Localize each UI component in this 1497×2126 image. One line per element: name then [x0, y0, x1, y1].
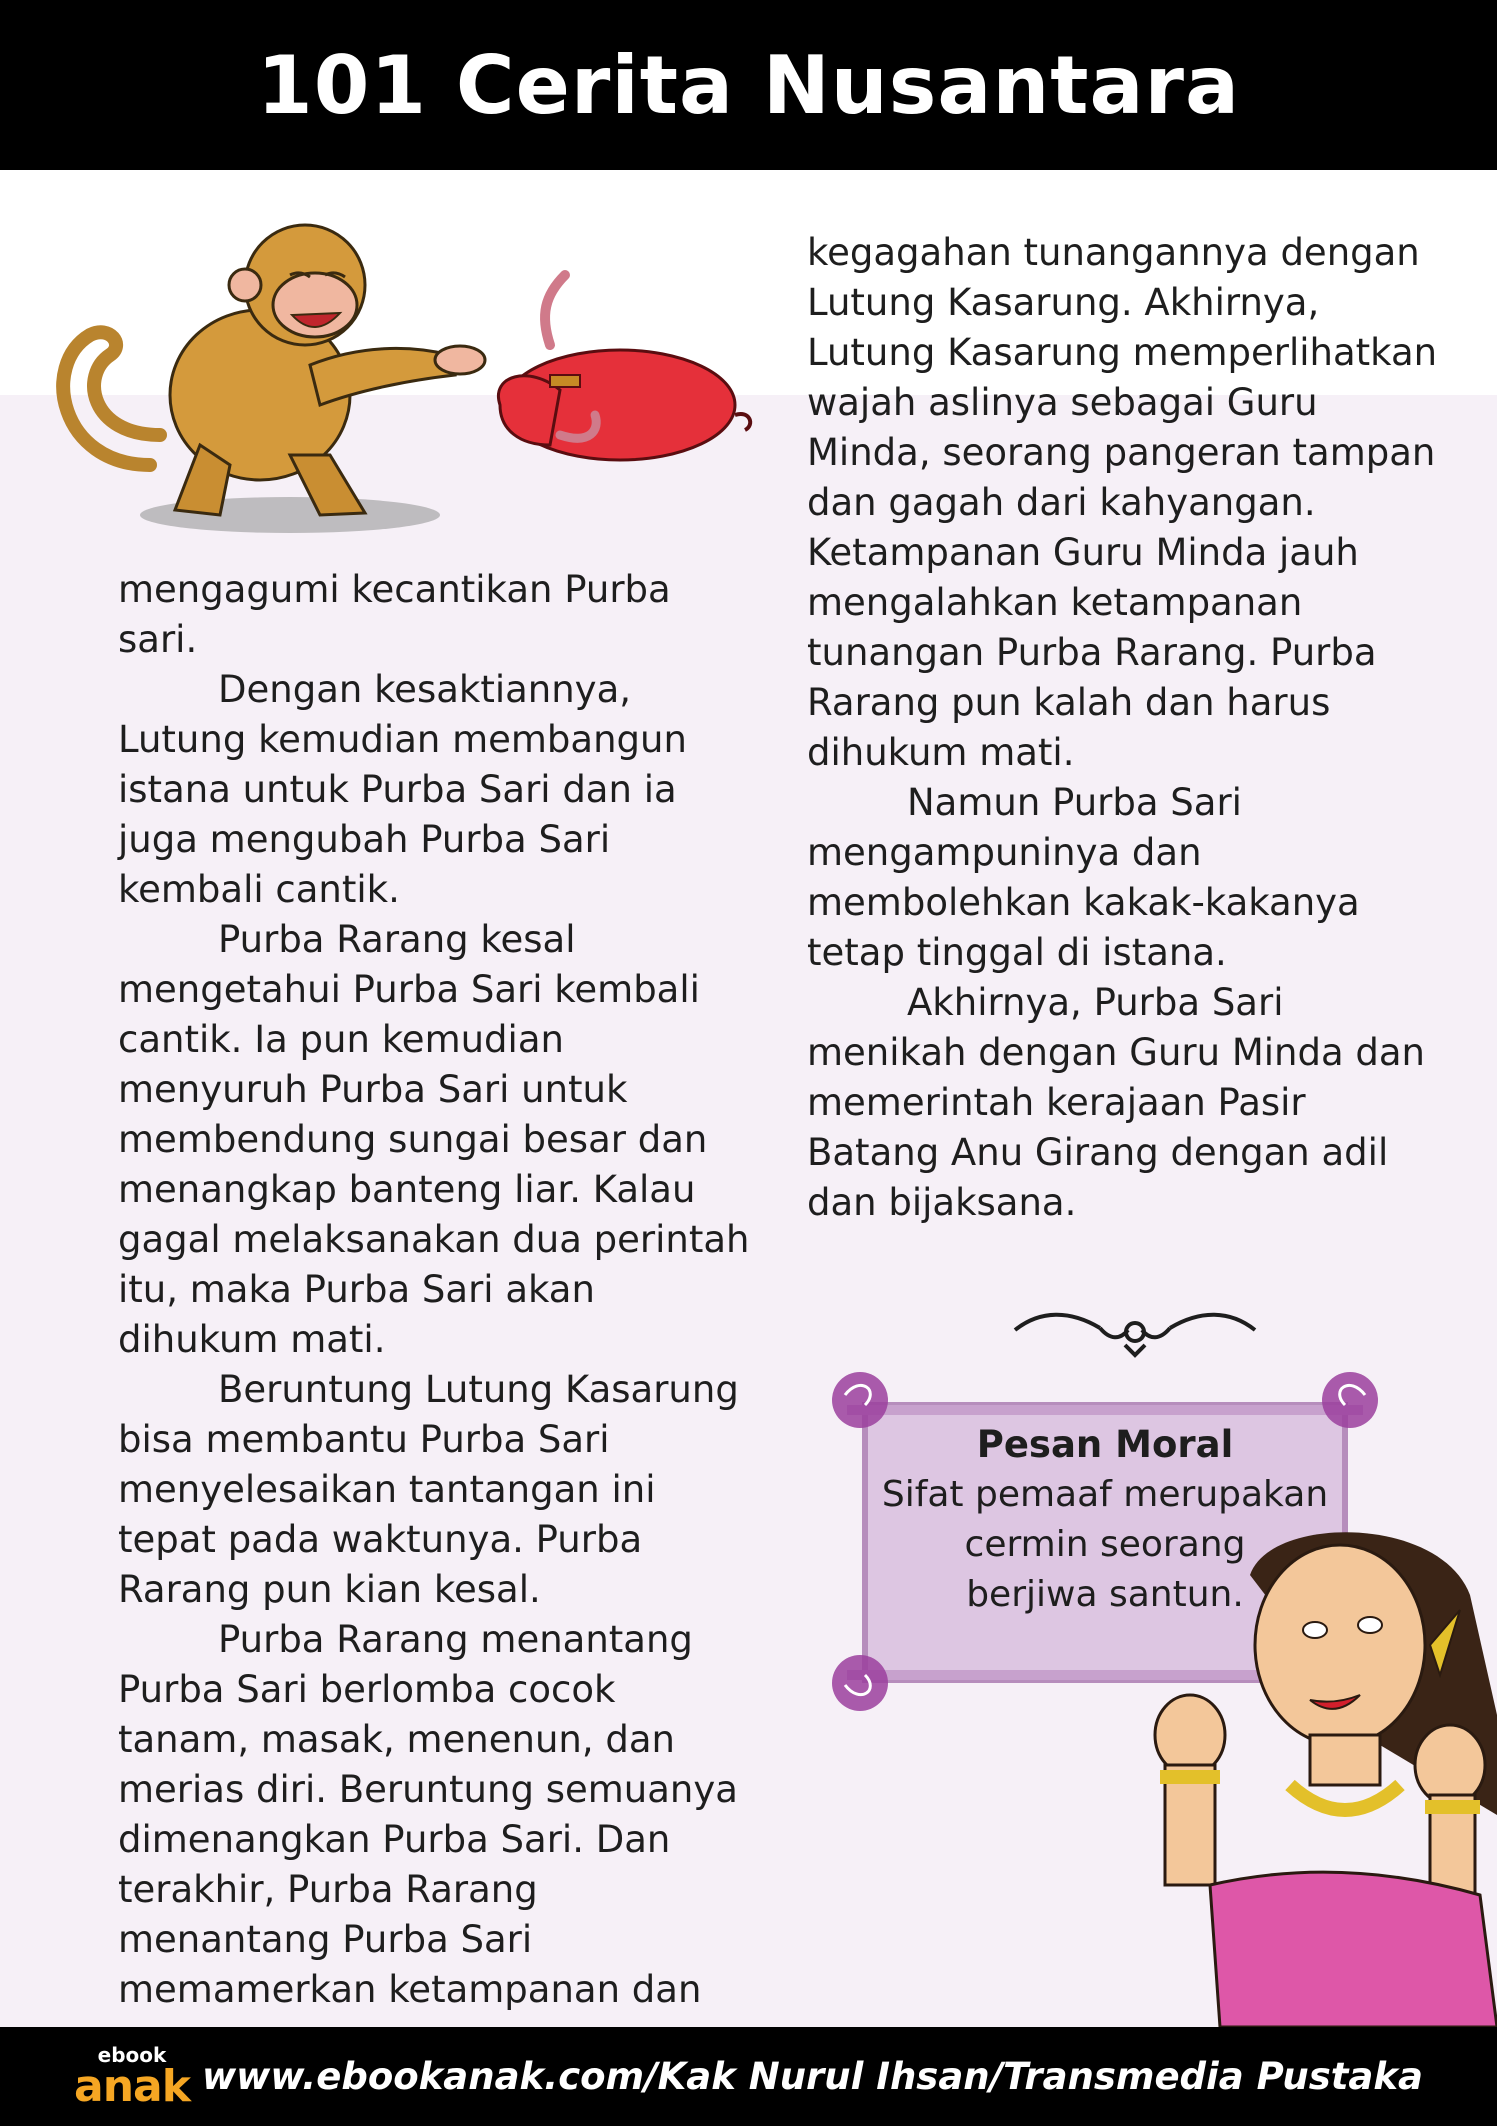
- left-text-column: [118, 565, 758, 2015]
- left-paragraph-3: Purba Rarang kesal mengetahui Purba Sari kembali cantik. Ia pun kemudian menyuruh Purba Sari untuk membendung sungai besar dan menangkap banteng liar. Kalau gagal melaksanakan dua perintah itu, maka Purba Sari akan dihukum mati.: [118, 918, 750, 1361]
- header-bar: [0, 0, 1497, 170]
- right-text-column: [807, 228, 1447, 1228]
- right-paragraph-2: Namun Purba Sari mengampuninya dan membolehkan kakak-kakanya tetap tinggal di istana.: [807, 781, 1360, 974]
- footer-credit: www.ebookanak.com/Kak Nurul Ihsan/Transmedia Pustaka: [202, 2055, 1423, 2098]
- moral-line-3: berjiwa santun.: [966, 1574, 1244, 1615]
- monkey-illustration: [30, 215, 760, 555]
- right-paragraph-3: Akhirnya, Purba Sari menikah dengan Guru Minda dan memerintah kerajaan Pasir Batang Anu Girang dengan adil dan bijaksana.: [807, 981, 1425, 1224]
- footer-bar: [0, 2027, 1497, 2126]
- moral-line-2: cermin seorang: [964, 1524, 1246, 1565]
- left-paragraph-4: Beruntung Lutung Kasarung bisa membantu Purba Sari menyelesaikan tantangan ini tepat pada waktunya. Purba Rarang pun kian kesal.: [118, 1368, 739, 1611]
- moral-line-1: Sifat pemaaf merupakan: [881, 1474, 1329, 1515]
- moral-title: Pesan Moral: [976, 1423, 1234, 1466]
- logo-big-text: anak: [74, 2060, 190, 2112]
- logo-small-text: ebook: [97, 2042, 167, 2067]
- right-paragraph-1: kegagahan tunangannya dengan Lutung Kasarung. Akhirnya, Lutung Kasarung memperlihatkan wajah aslinya sebagai Guru Minda, seorang pangeran tampan dan gagah dari kahyangan. Ketampanan Guru Minda jauh mengalahkan ketampanan tunangan Purba Rarang. Purba Rarang pun kalah dan harus dihukum mati.: [807, 231, 1438, 774]
- princess-illustration: [1140, 1515, 1497, 2027]
- left-paragraph-2: Dengan kesaktiannya, Lutung kemudian membangun istana untuk Purba Sari dan ia juga mengubah Purba Sari kembali cantik.: [118, 668, 687, 911]
- left-paragraph-5: Purba Rarang menantang Purba Sari berlomba cocok tanam, masak, menenun, dan merias diri. Beruntung semuanya dimenangkan Purba Sari. Dan terakhir, Purba Rarang menantang Purba Sari memamerkan ketampanan dan: [118, 1618, 738, 2011]
- ebookanak-logo: [74, 2042, 190, 2112]
- ornament-divider-icon: [1010, 1300, 1260, 1360]
- page-title: 101 Cerita Nusantara: [257, 38, 1240, 132]
- left-paragraph-1: mengagumi kecantikan Purba sari.: [118, 568, 671, 661]
